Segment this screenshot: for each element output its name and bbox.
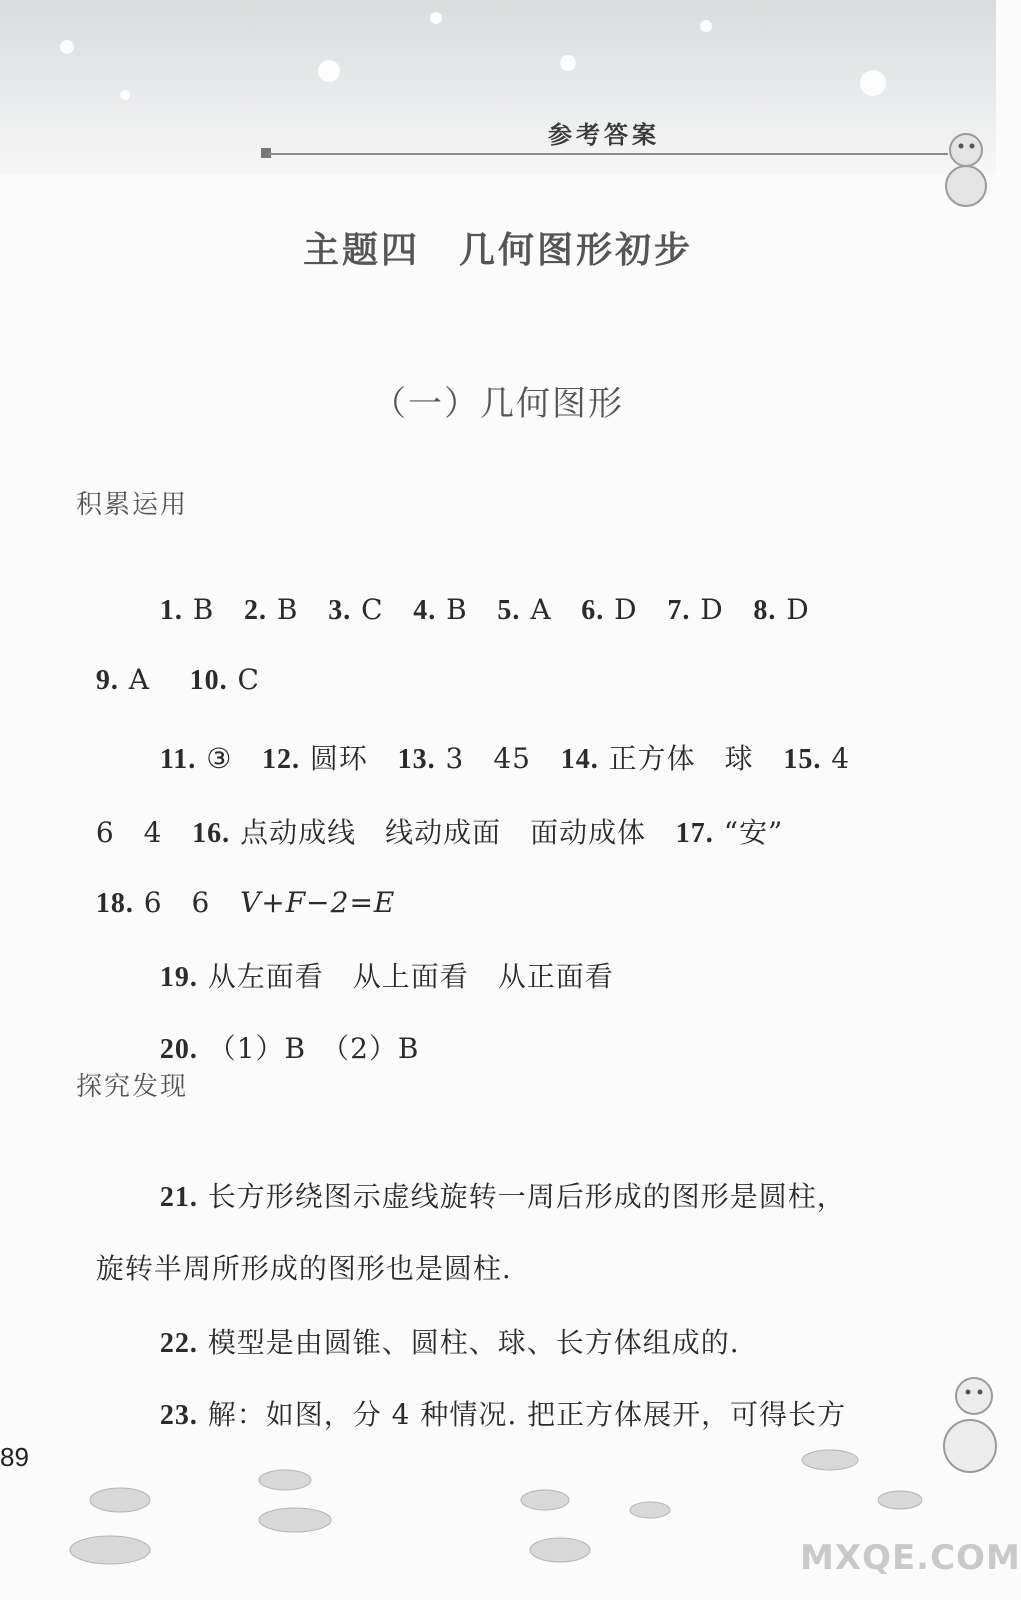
question-number: 17. bbox=[675, 818, 714, 849]
answer: C bbox=[237, 663, 260, 696]
answer: 解：如图，分 4 种情况. 把正方体展开，可得长方 bbox=[207, 1398, 847, 1431]
snow-dot bbox=[60, 40, 74, 54]
answer: B bbox=[446, 593, 468, 626]
answer: 圆环 bbox=[309, 742, 368, 775]
snow-dot bbox=[860, 70, 886, 96]
answer: A bbox=[128, 663, 150, 696]
question-number: 11. bbox=[159, 744, 197, 775]
question-number: 18. bbox=[95, 888, 134, 919]
answer: D bbox=[614, 593, 638, 626]
answer: B bbox=[192, 593, 215, 626]
answer: （1）B （2）B bbox=[207, 1032, 420, 1065]
answer: C bbox=[361, 593, 384, 626]
answer: 6 4 bbox=[95, 816, 163, 849]
question-number: 16. bbox=[192, 818, 231, 849]
answer: “安” bbox=[723, 816, 784, 849]
answer-line-6 bbox=[140, 922, 614, 995]
main-title: 主题四 几何图形初步 bbox=[302, 229, 693, 271]
answer: A bbox=[530, 593, 552, 626]
answer-line-3 bbox=[140, 704, 850, 777]
answer: 旋转半周所形成的图形也是圆柱. bbox=[95, 1252, 512, 1285]
answer-line-1 bbox=[140, 560, 810, 627]
euler-formula: V+F−2=E bbox=[240, 886, 396, 919]
question-number: 9. bbox=[95, 665, 119, 696]
question-number: 13. bbox=[397, 744, 436, 775]
answer: 6 6 bbox=[143, 886, 211, 919]
question-number: 6. bbox=[581, 595, 605, 626]
question-number: 7. bbox=[667, 595, 691, 626]
snow-dot bbox=[700, 20, 712, 32]
answer-line-9 bbox=[76, 1214, 512, 1287]
section-heading-explore: 探究发现 bbox=[76, 1072, 189, 1102]
question-number: 21. bbox=[159, 1182, 198, 1213]
watermark: MXQE.COM bbox=[800, 1538, 1021, 1578]
answer: 点动成线 线动成面 面动成体 bbox=[240, 816, 647, 849]
answer-line-11 bbox=[140, 1360, 846, 1433]
answer-line-8 bbox=[140, 1142, 846, 1215]
answer: 正方体 球 bbox=[608, 742, 754, 775]
sub-title: （一）几何图形 bbox=[372, 384, 624, 424]
question-number: 19. bbox=[159, 962, 198, 993]
answer: 长方形绕图示虚线旋转一周后形成的图形是圆柱， bbox=[207, 1180, 846, 1213]
question-number: 20. bbox=[159, 1034, 198, 1065]
question-number: 10. bbox=[189, 665, 228, 696]
question-number: 12. bbox=[262, 744, 300, 775]
snow-dot bbox=[120, 90, 130, 100]
answer: 从左面看 从上面看 从正面看 bbox=[207, 960, 614, 993]
question-number: 14. bbox=[560, 744, 599, 775]
answer: 模型是由圆锥、圆柱、球、长方体组成的. bbox=[207, 1326, 740, 1359]
answer: ③ bbox=[206, 742, 233, 775]
header-label: 参考答案 bbox=[548, 120, 660, 149]
page-number: 89 bbox=[0, 1442, 29, 1472]
answer: D bbox=[700, 593, 724, 626]
section-heading-accumulate: 积累运用 bbox=[76, 490, 189, 520]
question-number: 22. bbox=[159, 1328, 198, 1359]
answer: 4 bbox=[831, 742, 851, 775]
answer: B bbox=[276, 593, 299, 626]
question-number: 5. bbox=[497, 595, 521, 626]
question-number: 1. bbox=[159, 595, 183, 626]
answer-line-10 bbox=[140, 1288, 740, 1361]
answer-line-4 bbox=[76, 778, 783, 851]
question-number: 2. bbox=[244, 595, 267, 626]
question-number: 23. bbox=[159, 1400, 198, 1431]
question-number: 3. bbox=[328, 595, 352, 626]
answer-line-5 bbox=[76, 848, 395, 921]
question-number: 4. bbox=[413, 595, 437, 626]
header-background bbox=[0, 0, 996, 175]
answer: 3 45 bbox=[445, 742, 531, 775]
answer: D bbox=[786, 593, 810, 626]
header-rule bbox=[268, 153, 948, 155]
snow-dot bbox=[430, 12, 442, 24]
snowman-ornament-icon bbox=[936, 128, 996, 208]
question-number: 15. bbox=[783, 744, 822, 775]
snow-dot bbox=[318, 60, 340, 82]
snow-dot bbox=[560, 55, 576, 71]
answer-line-7 bbox=[140, 994, 420, 1067]
answer-line-2 bbox=[76, 630, 260, 697]
question-number: 8. bbox=[753, 595, 777, 626]
